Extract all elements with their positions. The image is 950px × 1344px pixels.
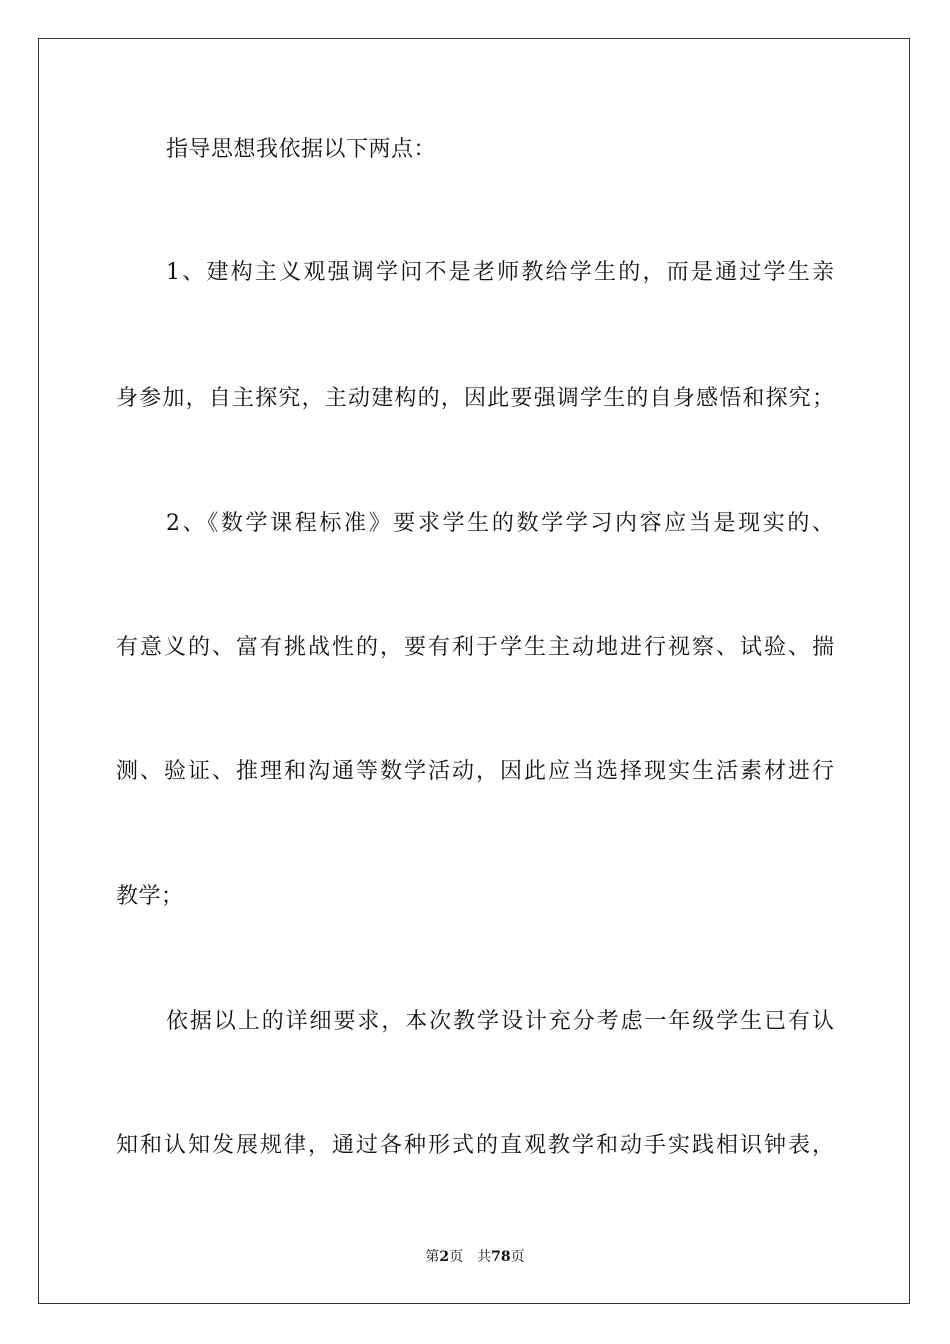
total-prefix: 共: [477, 1249, 492, 1265]
text-line-1: 指导思想我依据以下两点：: [166, 137, 437, 162]
page-border: [38, 38, 910, 1304]
page-footer: [0, 1248, 950, 1266]
current-page-number: 2: [439, 1249, 450, 1265]
total-suffix: 页: [510, 1249, 525, 1265]
text-line-7: 教学；: [116, 884, 184, 909]
text-line-4: 2、《数学课程标准》要求学生的数学学习内容应当是现实的、: [166, 511, 834, 536]
text-line-2: 1、建构主义观强调学问不是老师教给学生的，而是通过学生亲: [166, 260, 834, 285]
text-line-8: 依据以上的详细要求，本次教学设计充分考虑一年级学生已有认: [166, 1009, 834, 1034]
text-line-6: 测、验证、推理和沟通等数学活动，因此应当选择现实生活素材进行: [116, 759, 834, 784]
page-prefix: 第: [425, 1249, 440, 1265]
text-line-5: 有意义的、富有挑战性的，要有利于学生主动地进行视察、试验、揣: [116, 635, 834, 660]
total-page-number: 78: [491, 1249, 511, 1265]
page-suffix: 页: [449, 1249, 464, 1265]
text-line-3: 身参加，自主探究，主动建构的，因此要强调学生的自身感悟和探究；: [116, 386, 834, 411]
text-line-9: 知和认知发展规律，通过各种形式的直观教学和动手实践相识钟表，: [116, 1133, 834, 1158]
